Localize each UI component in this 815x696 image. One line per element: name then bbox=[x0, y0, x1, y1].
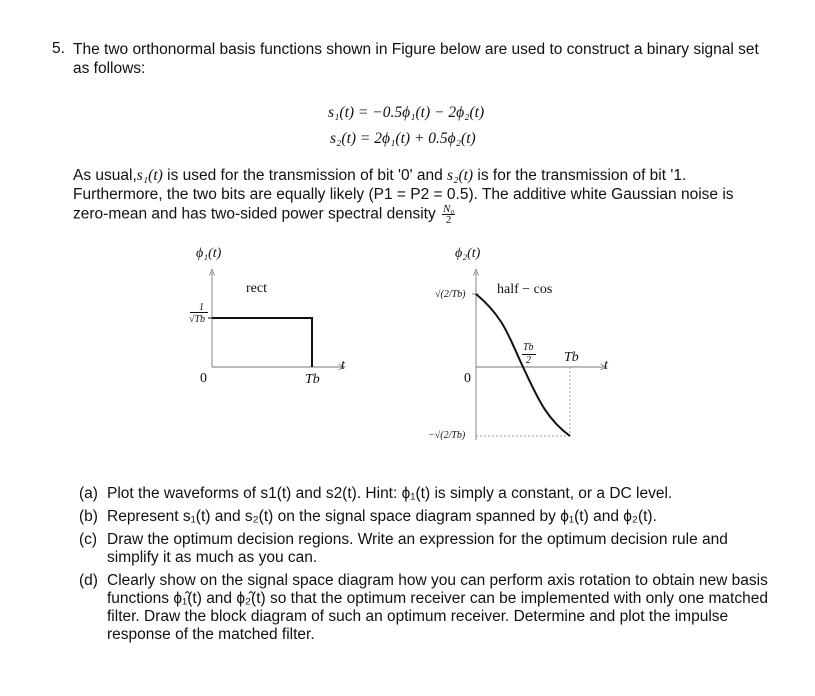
phi1-title: ϕ₁(t) bbox=[196, 246, 222, 261]
question-text-b: Represent s₁(t) and s₂(t) on the signal space diagram spanned by ϕ₁(t) and ϕ₂(t). bbox=[107, 508, 657, 525]
phi1-level-numerator: 1 bbox=[199, 302, 204, 313]
question-item-c bbox=[79, 531, 769, 567]
question-list bbox=[79, 485, 769, 649]
question-label-a: (a) bbox=[79, 485, 98, 502]
question-text-c: Draw the optimum decision regions. Write an expression for the optimum decision rule and simplify it as much as you can. bbox=[107, 531, 728, 566]
phi1-level-denominator: √Tb bbox=[189, 314, 206, 325]
phi2-half-cos-waveform bbox=[476, 294, 570, 436]
question-item-a bbox=[79, 485, 769, 503]
phi1-rect-waveform bbox=[212, 318, 312, 367]
description-text-1: As usual, bbox=[73, 167, 137, 184]
phi2-tb-label: Tb bbox=[564, 350, 579, 365]
question-label-c: (c) bbox=[79, 531, 98, 548]
equation-s1: s₁(t) = −0.5ϕ₁(t) − 2ϕ₂(t) bbox=[328, 104, 485, 121]
question-label-b: (b) bbox=[79, 508, 98, 525]
phi2-half-tb-denominator: 2 bbox=[526, 355, 531, 366]
description-s1: s₁(t) bbox=[136, 167, 163, 184]
phi2-t-axis-label: t bbox=[604, 358, 608, 373]
phi1-t-axis-label: t bbox=[341, 358, 345, 373]
phi1-tb-label: Tb bbox=[305, 372, 320, 387]
psd-denominator: 2 bbox=[445, 214, 452, 226]
equation-s2: s₂(t) = 2ϕ₁(t) + 0.5ϕ₂(t) bbox=[330, 130, 476, 147]
psd-numerator: N₀ bbox=[443, 203, 455, 215]
phi2-bottom-value: −√(2/Tb) bbox=[428, 430, 466, 441]
phi1-origin-label: 0 bbox=[200, 371, 207, 386]
question-label-d: (d) bbox=[79, 572, 98, 589]
question-item-d bbox=[79, 572, 769, 644]
question-text-d: Clearly show on the signal space diagram how you can perform axis rotation to obtain new basis functions ϕ₁̂(t) and ϕ₂̂(t) so that the optimum receiver can be implemented with only one matched filter. Draw the block diagram of such an optimum receiver. Determine and plot the impulse response of the matched filter. bbox=[107, 572, 768, 643]
phi2-half-cos-label: half − cos bbox=[497, 282, 553, 297]
phi1-level-fraction-bar bbox=[190, 312, 208, 313]
phi1-rect-label: rect bbox=[246, 281, 267, 296]
phi2-half-tb-numerator: Tb bbox=[523, 342, 534, 353]
question-item-b bbox=[79, 508, 769, 526]
phi2-title: ϕ₂(t) bbox=[455, 246, 481, 261]
phi2-origin-label: 0 bbox=[464, 371, 471, 386]
question-text-a: Plot the waveforms of s1(t) and s2(t). Hint: ϕ₁(t) is simply a constant, or a DC level. bbox=[107, 485, 673, 502]
description-text-2: is used for the transmission of bit '0' and bbox=[162, 167, 448, 184]
phi2-top-value: √(2/Tb) bbox=[435, 289, 466, 300]
description-s2: s₂(t) bbox=[447, 167, 474, 184]
problem-intro: The two orthonormal basis functions shown in Figure below are used to construct a binary signal set as follows: bbox=[73, 41, 759, 77]
description-text-3: is for the transmission of bit '1. Furthermore, the two bits are equally likely (P1 = P2 = 0.5). The additive white Gaussian noise is zero-mean and has two-sided power spectral density bbox=[73, 167, 734, 223]
problem-number: 5. bbox=[52, 40, 65, 57]
